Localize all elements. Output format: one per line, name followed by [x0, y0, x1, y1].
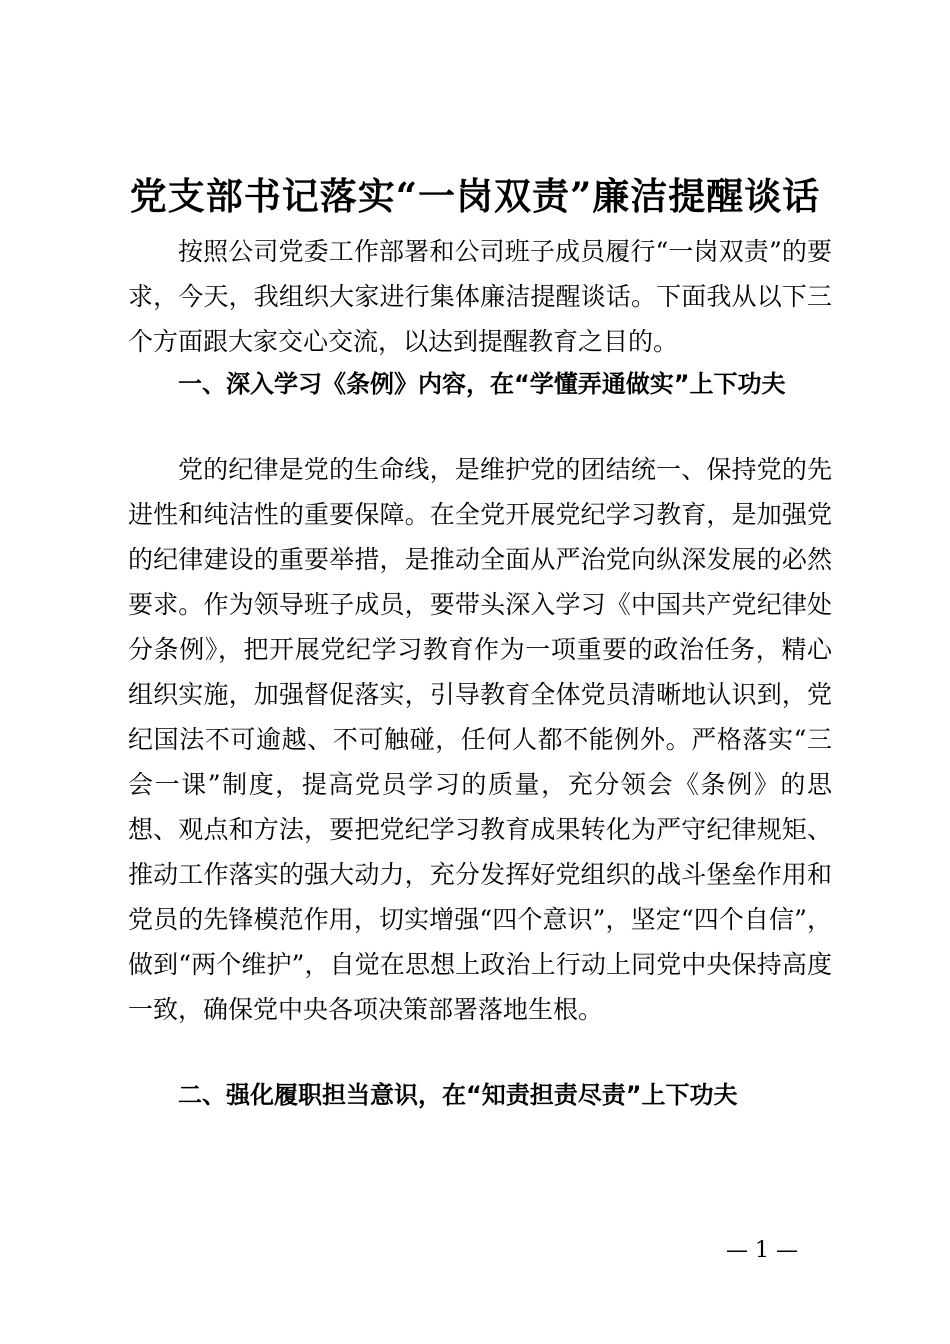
section-one-heading: 一、深入学习《条例》内容，在“学懂弄通做实”上下功夫: [178, 370, 786, 398]
section-one-paragraph: 党的纪律是党的生命线，是维护党的团结统一、保持党的先进性和纯洁性的重要保障。在全党开展党纪学习教育，是加强党的纪律建设的重要举措，是推动全面从严治党向纵深发展的必然要求。作为领导班子成员，要带头深入学习《中国共产党纪律处分条例》，把开展党纪学习教育作为一项重要的政治任务，精心组织实施，加强督促落实，引导教育全体党员清晰地认识到，党纪国法不可逾越、不可触碰，任何人都不能例外。严格落实“三会一课”制度，提高党员学习的质量，充分领会《条例》的思想、观点和方法，要把党纪学习教育成果转化为严守纪律规矩、推动工作落实的强大动力，充分发挥好党组织的战斗堡垒作用和党员的先锋模范作用，切实增强“四个意识”，坚定“四个自信”，做到“两个维护”，自觉在思想上政治上行动上同党中央保持高度一致，确保党中央各项决策部署落地生根。: [128, 455, 832, 1024]
page-number: — 1 —: [726, 1238, 798, 1263]
intro-paragraph: 按照公司党委工作部署和公司班子成员履行“一岗双责”的要求，今天，我组织大家进行集体廉洁提醒谈话。下面我从以下三个方面跟大家交心交流，以达到提醒教育之目的。: [128, 237, 832, 356]
document-title: 党支部书记落实“一岗双责”廉洁提醒谈话: [129, 174, 821, 218]
section-two-heading: 二、强化履职担当意识，在“知责担责尽责”上下功夫: [178, 1081, 738, 1109]
